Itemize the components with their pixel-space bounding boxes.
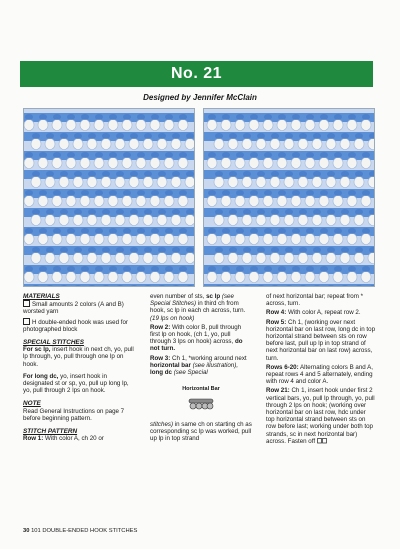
pattern-title: No. 21: [170, 65, 222, 82]
row-2-label: Row 2:: [150, 323, 171, 331]
long-dc-term: long dc: [150, 369, 172, 377]
long-dc-instruction: [23, 373, 135, 395]
row-2-instruction: [150, 324, 252, 353]
sc-lp-instruction: [23, 346, 135, 368]
figure-title: Horizontal Bar: [182, 386, 220, 393]
see-special-ref: (see Special Stitches): [150, 293, 234, 308]
row-5-text: Ch 1, (working over next horizontal bar on last row, long dc in top horizontal strand between sts on row before last, pull up lp in top strand of next horizontal bar on last row) across, turn.: [266, 318, 376, 362]
checkbox-icon: [23, 300, 30, 307]
designer-credit: Designed by Jennifer McClain: [143, 93, 257, 102]
instructions-column-1: [23, 293, 135, 444]
row-4-label: Row 4:: [266, 309, 287, 317]
lps-count: (19 lps on hook): [150, 314, 195, 322]
row-21-text: Ch 1, insert hook under first 2 vertical bars, yo, pull lp through, yo, pull through 2 lps on hook; (working over horizontal bar on last row, hdc under top horizontal strand between sts on row before last; working under both top strands, sc in next horizontal bar) across. Fasten off: [266, 387, 375, 445]
swatch-photo-left: [23, 108, 195, 287]
instructions-column-3: [266, 293, 376, 447]
see-special-ref: (see Special: [172, 369, 208, 377]
sc-lp-term: sc lp: [206, 293, 221, 300]
page-number: 30: [23, 528, 30, 534]
text: in same ch on starting ch as corresponding sc lp was worked, pull up lp in top strand: [150, 420, 252, 443]
row-3-continued: [150, 421, 252, 443]
rows-6-20-instruction: [266, 364, 376, 386]
book-title: 101 DOUBLE-ENDED HOOK STITCHES: [31, 528, 138, 534]
materials-heading: MATERIALS: [23, 293, 60, 300]
row-1-instruction: [23, 435, 135, 442]
row-3-instruction: [150, 355, 252, 377]
special-stitches-heading: SPECIAL STITCHES: [23, 339, 84, 347]
text: stitches): [150, 420, 174, 428]
rows-6-20-text: Alternating colors B and A, repeat rows 4 and 5 alternately, ending with row 4 and color A.: [266, 363, 373, 386]
text: even number of sts,: [150, 293, 207, 300]
materials-text: Small amounts 2 colors (A and B) worsted yarn: [23, 301, 124, 316]
row-1-label: Row 1:: [23, 435, 44, 443]
row-4-instruction: [266, 309, 376, 316]
row-21-label: Row 21:: [266, 387, 290, 395]
horizontal-bar-figure: [150, 386, 252, 412]
stitch-pattern-heading: STITCH PATTERN: [23, 428, 78, 436]
do-not-turn: do not turn.: [150, 338, 243, 353]
row-1-text: With color A, ch 20 or: [43, 435, 104, 443]
see-illustration-ref: (see illustration),: [190, 361, 239, 369]
swatch-image-left: [24, 109, 194, 286]
swatch-image-right: [204, 109, 374, 286]
materials-item: [23, 318, 135, 333]
row-5-instruction: [266, 319, 376, 362]
swatch-photo-right: [203, 108, 375, 287]
horizontal-bar-illustration: [188, 396, 214, 410]
end-of-pattern-icon: [317, 438, 327, 444]
page-footer: [23, 528, 137, 534]
instructions-column-2: [150, 293, 252, 444]
checkbox-icon: [23, 318, 30, 325]
row-21-instruction: [266, 387, 376, 445]
row-3-label: Row 3:: [150, 354, 171, 362]
row-1-continued: [150, 293, 252, 322]
pattern-title-bar: [20, 61, 373, 87]
rows-6-20-label: Rows 6-20:: [266, 363, 299, 371]
sc-lp-text: insert hook in next ch, yo, pull lp through, yo, pull through one lp on hook.: [23, 346, 134, 368]
materials-text: H double-ended hook was used for photographed block: [23, 318, 128, 333]
text: in third ch from hook, sc lp in each ch across, turn.: [150, 300, 246, 315]
row-3-end: of next horizontal bar; repeat from * across, turn.: [266, 293, 363, 308]
note-heading: NOTE: [23, 400, 41, 408]
note-text: Read General Instructions on page 7 before beginning pattern.: [23, 407, 125, 422]
horizontal-bar-term: horizontal bar: [150, 361, 191, 369]
row-4-text: With color A, repeat row 2.: [286, 309, 361, 317]
row-3-text: Ch 1, *working around next: [170, 354, 247, 362]
materials-item: [23, 300, 135, 315]
row-5-label: Row 5:: [266, 318, 287, 326]
long-dc-label: For long dc,: [23, 372, 59, 380]
long-dc-text: yo, insert hook in designated st or sp, yo, pull up long lp, yo, pull through 2 lps on hook.: [23, 372, 129, 395]
row-2-text: With color B, pull through first lp on hook, (ch 1, yo, pull through 3 lps on hook) across,: [150, 323, 242, 346]
sc-lp-label: For sc lp,: [23, 346, 51, 354]
